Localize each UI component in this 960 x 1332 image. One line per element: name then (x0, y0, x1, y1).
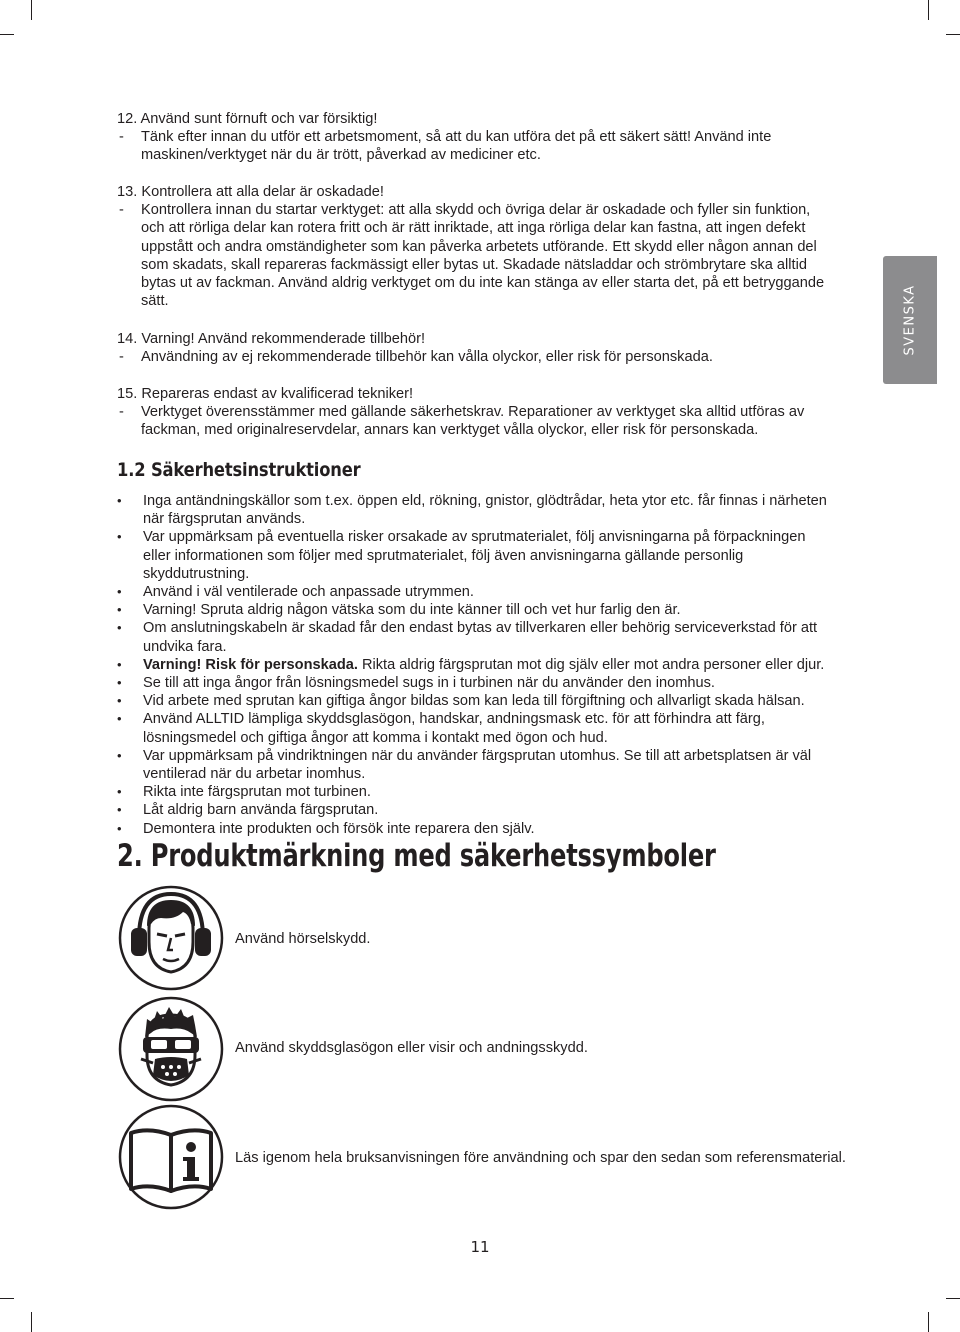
hearing-protection-label: Använd hörselskydd. (235, 931, 371, 947)
safety-bullet-list (117, 492, 837, 838)
dash-marker: - (119, 202, 124, 219)
list-item (117, 710, 837, 746)
product-marking-heading: 2. Produktmärkning med säkerhetssymboler (117, 838, 716, 874)
bullet-marker: • (117, 656, 122, 672)
list-item (117, 619, 837, 655)
list-item (117, 492, 837, 528)
crop-mark-bottom-right-vertical (928, 1312, 929, 1332)
bullet-marker: • (117, 802, 122, 818)
goggles-respirator-icon (117, 995, 225, 1103)
read-manual-label: Läs igenom hela bruksanvisningen före användning och spar den sedan som referensmaterial. (235, 1150, 846, 1166)
section-15-title: 15. Repareras endast av kvalificerad tekniker! (117, 386, 414, 402)
list-item (117, 747, 837, 783)
safety-instructions-heading: 1.2 Säkerhetsinstruktioner (117, 459, 361, 481)
symbol-row-hearing (117, 884, 917, 994)
list-item (117, 692, 837, 710)
section-13-item (117, 201, 837, 310)
bullet-marker: • (117, 820, 122, 836)
crop-mark-top-left (0, 34, 14, 35)
section-15-item (117, 403, 837, 439)
bullet-text: Om anslutningskabeln är skadad får den endast bytas av tillverkaren eller behörig serviceverkstad för att undvika fara. (143, 620, 818, 655)
bullet-marker: • (117, 584, 122, 600)
crop-mark-bottom-left-vertical (31, 1312, 32, 1332)
list-item (117, 820, 837, 838)
dash-marker: - (119, 404, 124, 421)
symbol-row-goggles (117, 995, 917, 1105)
dash-marker: - (119, 349, 124, 366)
dash-marker: - (119, 129, 124, 146)
list-item (117, 583, 837, 601)
bullet-marker: • (117, 711, 122, 727)
bullet-text: Låt aldrig barn använda färgsprutan. (143, 802, 379, 819)
read-manual-icon (117, 1103, 225, 1211)
language-side-tab-label: SVENSKA (902, 284, 918, 356)
list-item (117, 674, 837, 692)
bullet-marker: • (117, 675, 122, 691)
bullet-text: Var uppmärksam på eventuella risker orsakade av sprutmaterialet, följ anvisningarna på förpackningen eller informationen som följer med sprutmaterialet, följ även anvisningarna gällande personlig skyddutrustning. (143, 529, 806, 582)
list-item (117, 801, 837, 819)
bullet-marker: • (117, 493, 122, 508)
section-14 (117, 330, 837, 366)
goggles-respirator-label: Använd skyddsglasögon eller visir och andningsskydd. (235, 1040, 588, 1056)
bullet-marker: • (117, 529, 122, 545)
bullet-text: Använd ALLTID lämpliga skyddsglasögon, handskar, andningsmask etc. för att förhindra att färg, lösningsmedel och giftiga ångor att komma i kontakt med ögon och hud. (143, 711, 765, 746)
bullet-marker: • (117, 620, 122, 636)
section-12-item (117, 128, 837, 164)
warning-rest-text: Rikta aldrig färgsprutan mot dig själv eller mot andra personer eller djur. (357, 656, 825, 673)
section-14-title: 14. Varning! Använd rekommenderade tillbehör! (117, 331, 426, 347)
section-13-text: Kontrollera innan du startar verktyget: att alla skydd och övriga delar är oskadade och fyller sin funktion, och att rörliga delar kan rotera fritt och är rätt inriktade, att inga rörliga delar kan fastna, att ingen defekt uppstått och andra omständigheter som kan påverka arbetets utförande. Ett skydd eller någon annan del som skadats, skall repareras fackmässigt eller bytas ut. Skadade nätsladdar och strömbrytare ska alltid bytas ut av fackman. Använd aldrig verktyget om du inte kan stänga av eller starta det, på ett betryggande sätt. (141, 202, 825, 310)
section-12 (117, 110, 837, 165)
bullet-text: Se till att inga ångor från lösningsmedel sugs in i turbinen när du använder den inomhus. (143, 675, 715, 692)
hearing-protection-icon (117, 884, 225, 992)
section-12-title: 12. Använd sunt förnuft och var försiktig! (117, 111, 378, 127)
language-side-tab (883, 256, 937, 384)
section-13-title: 13. Kontrollera att alla delar är oskadade! (117, 184, 384, 200)
bullet-text (143, 656, 837, 674)
bullet-text: Rikta inte färgsprutan mot turbinen. (143, 784, 371, 801)
list-item (117, 656, 837, 674)
bullet-text: Vid arbete med sprutan kan giftiga ångor bildas som kan leda till förgiftning och allvarligt skada hälsan. (143, 693, 805, 710)
crop-mark-bottom-left (0, 1298, 14, 1299)
list-item (117, 528, 837, 583)
list-item (117, 601, 837, 619)
crop-mark-bottom-right (946, 1298, 960, 1299)
bullet-text: Använd i väl ventilerade och anpassade utrymmen. (143, 584, 474, 601)
page-number: 11 (470, 1238, 490, 1256)
crop-mark-top-right-vertical (928, 0, 929, 20)
section-14-item (117, 348, 837, 366)
crop-mark-top-right (946, 34, 960, 35)
bullet-marker: • (117, 747, 122, 763)
section-15 (117, 385, 837, 440)
warning-bold-text: Varning! Risk för personskada. (143, 656, 358, 673)
bullet-text: Varning! Spruta aldrig någon vätska som du inte känner till och vet hur farlig den är. (143, 602, 681, 619)
symbol-row-manual (117, 1103, 917, 1213)
bullet-text: Var uppmärksam på vindriktningen när du använder färgsprutan utomhus. Se till att arbetsplatsen är väl ventilerad när du arbetar inomhus. (143, 747, 812, 783)
section-13 (117, 183, 837, 310)
crop-mark-top-left-vertical (31, 0, 32, 20)
bullet-marker: • (117, 693, 122, 709)
bullet-text: Demontera inte produkten och försök inte reparera den själv. (143, 820, 535, 837)
list-item (117, 783, 837, 801)
section-15-text: Verktyget överensstämmer med gällande säkerhetskrav. Reparationer av verktyget ska alltid utföras av fackman, med originalreservdelar, annars kan verktyget vålla olyckor, eller risk för personskada. (141, 404, 805, 439)
section-14-text: Användning av ej rekommenderade tillbehör kan vålla olyckor, eller risk för personskada. (141, 349, 713, 366)
bullet-text: Inga antändningskällor som t.ex. öppen eld, rökning, gnistor, glödtrådar, heta ytor etc. får finnas i närheten när färgsprutan används. (143, 493, 827, 528)
section-12-text: Tänk efter innan du utför ett arbetsmoment, så att du kan utföra det på ett säkert sätt! Använd inte maskinen/verktyget när du är trött, påverkad av mediciner etc. (141, 129, 772, 164)
bullet-marker: • (117, 602, 122, 618)
bullet-marker: • (117, 784, 122, 800)
